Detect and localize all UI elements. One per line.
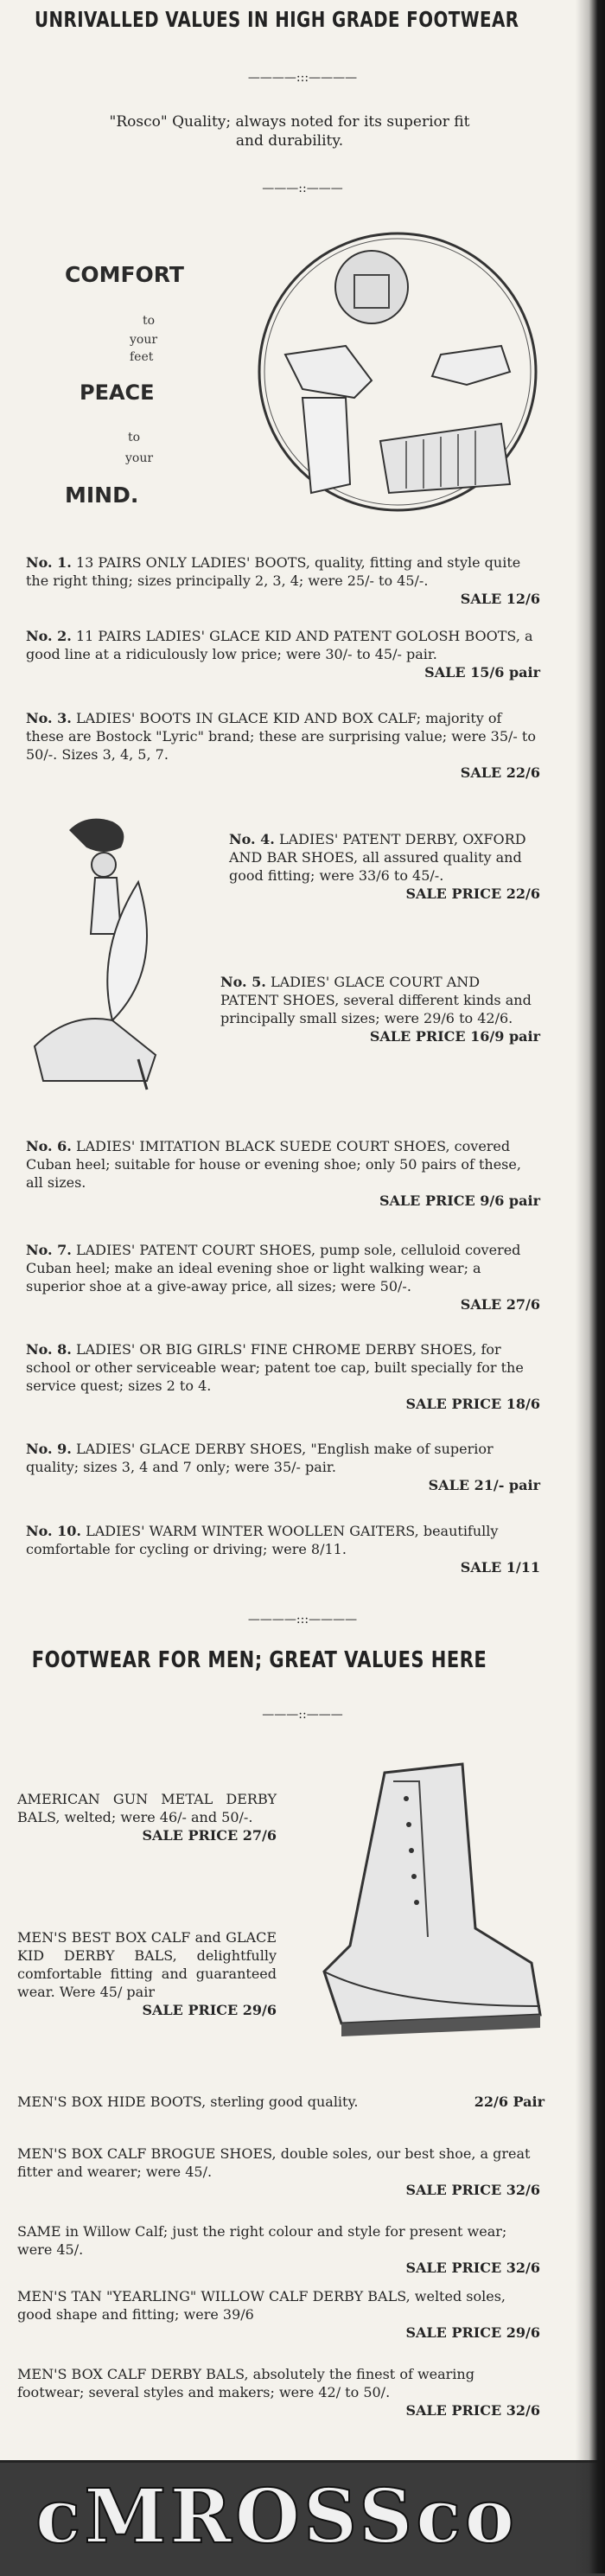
divider: ————:::————	[247, 71, 358, 85]
list-item: No. 4. LADIES' PATENT DERBY, OXFORD AND BAR SHOES, all assured quality and good fitting; were 33/6 to 45/-. SALE PRICE 22/6	[229, 831, 540, 902]
motto-peace: PEACE	[80, 380, 155, 405]
list-item: MEN'S BOX CALF DERBY BALS, absolutely the finest of wearing footwear; several styles and makers; were 42/ to 50/. SALE PRICE 32/6	[17, 2366, 540, 2419]
list-item: SAME in Willow Calf; just the right colour and style for present wear; were 45/. SALE PRICE 32/6	[17, 2223, 540, 2276]
lady-figure-illustration	[17, 796, 207, 1098]
motto-to: to	[143, 314, 156, 328]
list-item: MEN'S TAN "YEARLING" WILLOW CALF DERBY BALS, welted soles, good shape and fitting; were 39/6 SALE PRICE 29/6	[17, 2288, 540, 2341]
list-item: AMERICAN GUN METAL DERBY BALS, welted; were 46/- and 50/-. SALE PRICE 27/6	[17, 1791, 277, 1844]
list-item: No. 10. LADIES' WARM WINTER WOOLLEN GAITERS, beautifully comfortable for cycling or driving; were 8/11. SALE 1/11	[26, 1523, 540, 1576]
men-section-title: FOOTWEAR FOR MEN; GREAT VALUES HERE	[31, 1647, 487, 1673]
motto-to: to	[128, 431, 141, 444]
list-item: No. 7. LADIES' PATENT COURT SHOES, pump sole, celluloid covered Cuban heel; make an ideal evening shoe or light walking wear; a superior shoe at a give-away price, all sizes; were 50/-. SALE 27/6	[26, 1242, 540, 1313]
list-item: MEN'S BOX HIDE BOOTS, sterling good quality. 22/6 Pair	[17, 2093, 544, 2110]
list-item: No. 3. LADIES' BOOTS IN GLACE KID AND BOX CALF; majority of these are Bostock "Lyric" brand; these are surprising value; were 35/- to 50/-. Sizes 3, 4, 5, 7. SALE 22/6	[26, 710, 540, 781]
list-item: No. 6. LADIES' IMITATION BLACK SUEDE COURT SHOES, covered Cuban heel; suitable for house or evening shoe; only 50 pairs of these, all sizes. SALE PRICE 9/6 pair	[26, 1138, 540, 1209]
mens-boot-illustration	[290, 1755, 549, 2049]
page-title: UNRIVALLED VALUES IN HIGH GRADE FOOTWEAR	[35, 7, 519, 32]
list-item: No. 1. 13 PAIRS ONLY LADIES' BOOTS, quality, fitting and style quite the right thing; sizes principally 2, 3, 4; were 25/- to 45/-. SALE 12/6	[26, 554, 540, 607]
list-item: MEN'S BEST BOX CALF and GLACE KID DERBY BALS, delightfully comfortable fitting and guaranteed wear. Were 45/ pair SALE PRICE 29/6	[17, 1929, 277, 2018]
list-item: No. 5. LADIES' GLACE COURT AND PATENT SHOES, several different kinds and principally small sizes; were 29/6 to 42/6. SALE PRICE 16/9 pair	[220, 974, 540, 1045]
motto-comfort: COMFORT	[65, 262, 184, 287]
ladies-shoes-illustration	[251, 225, 553, 519]
list-item: No. 9. LADIES' GLACE DERBY SHOES, "English make of superior quality; sizes 3, 4 and 7 only; were 35/- pair. SALE 21/- pair	[26, 1441, 540, 1493]
motto-feet: feet	[130, 350, 154, 364]
list-item: MEN'S BOX CALF BROGUE SHOES, double soles, our best shoe, a great fitter and wearer; were 45/. SALE PRICE 32/6	[17, 2145, 540, 2198]
torn-page-edge	[576, 0, 605, 2573]
motto-mind: MIND.	[65, 483, 139, 508]
intro-text: "Rosco" Quality; always noted for its superior fit and durability.	[109, 113, 470, 150]
motto-your: your	[125, 451, 154, 465]
list-item: No. 8. LADIES' OR BIG GIRLS' FINE CHROME DERBY SHOES, for school or other serviceable wear; patent toe cap, built specially for the service quest; sizes 2 to 4. SALE PRICE 18/6	[26, 1341, 540, 1412]
list-item: No. 2. 11 PAIRS LADIES' GLACE KID AND PATENT GOLOSH BOOTS, a good line at a ridiculously low price; were 30/- to 45/- pair. SALE 15/6 pair	[26, 628, 540, 681]
m-ross-co-logo: cMROSSco	[0, 2460, 605, 2576]
motto-your: your	[130, 333, 158, 347]
divider: ———::———	[262, 1708, 343, 1722]
divider: ———::———	[262, 182, 343, 195]
divider: ————:::————	[247, 1613, 358, 1627]
